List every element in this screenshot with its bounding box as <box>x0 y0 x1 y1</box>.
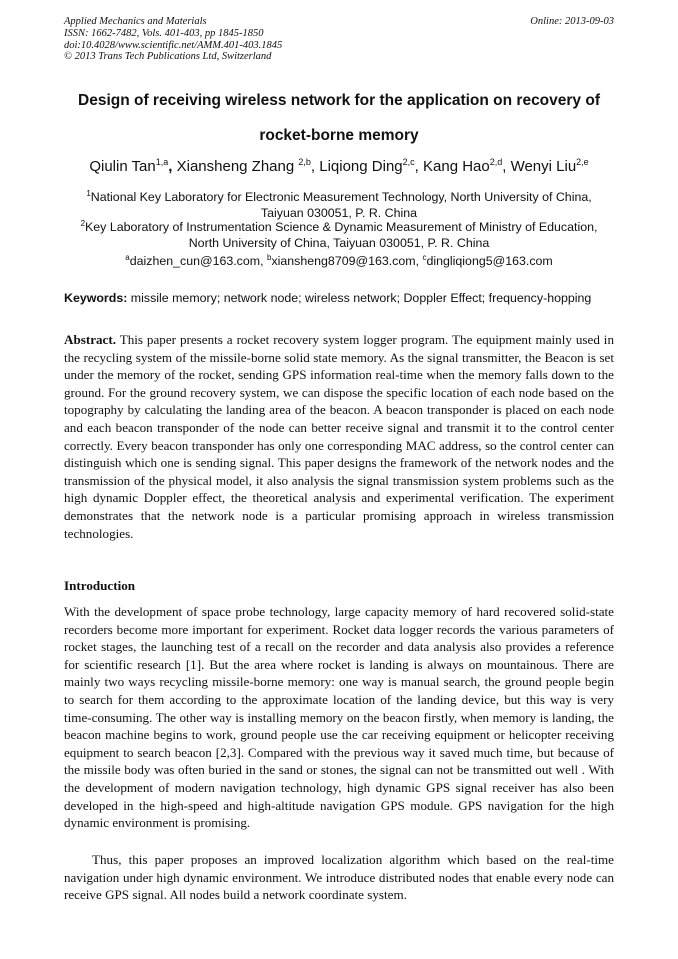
author-name: Wenyi Liu <box>510 158 577 175</box>
author-affiliation-mark: 2,b <box>298 157 311 167</box>
keywords <box>64 291 624 305</box>
keywords-label: Keywords: <box>64 291 128 305</box>
author-separator: , <box>502 158 511 175</box>
section-heading-introduction: Introduction <box>64 578 136 593</box>
affiliation-2-line-2: North University of China, Taiyuan 030051, P. R. China <box>188 235 490 250</box>
email-address: dingliqiong5@163.com <box>426 254 553 268</box>
journal-name: Applied Mechanics and Materials <box>64 16 207 27</box>
email-separator: , <box>415 254 423 268</box>
author-affiliation-mark: 1,a <box>155 157 169 167</box>
author-name: Xiansheng Zhang <box>176 158 299 175</box>
affiliation-2 <box>64 220 614 251</box>
email-mark: c <box>422 252 427 262</box>
introduction-paragraph-2: Thus, this paper proposes an improved localization algorithm which based on the real-time navigation under high dynamic environment. We introduce distributed nodes that enable every node can receive GPS signal. All nodes build a network coordinate system. <box>64 852 614 903</box>
keywords-text: missile memory; network node; wireless network; Doppler Effect; frequency-hopping <box>127 291 592 305</box>
author-separator: , <box>414 158 423 175</box>
abstract <box>64 331 614 542</box>
abstract-text: This paper presents a rocket recovery system logger program. The equipment mainly used in the recycling system of the missile-borne solid state memory. As the signal transmitter, the Beacon is set under the memory of the rocket, sending GPS information real-time when the memory falls down to the ground. For the ground recovery system, we can dispose the specific location of each node based on the topography by calculating the landing area of the beacon. A beacon transponder is placed on each node and each beacon transponder of the node can better receive signal and transmit it to the control center correctly. Every beacon transponder has only one corresponding MAC address, so the control center can distinguish which one is sending signal. This paper designs the framework of the network nodes and the transmission of the physical model, it also analysis the signal transmission system problems such as the high dynamic Doppler effect, the theoretical analysis and experimental verification. The experiment demonstrates that the network node is a particular promising approach in wireless transmission technologies. <box>64 332 614 541</box>
affiliation-1-line-2: Taiyuan 030051, P. R. China <box>260 205 418 220</box>
author-affiliation-mark: 2,c <box>402 157 415 167</box>
affiliation-2-line-1: Key Laboratory of Instrumentation Science & Dynamic Measurement of Ministry of Education, <box>85 220 598 234</box>
email-separator: , <box>260 254 267 268</box>
author-name: Liqiong Ding <box>319 158 403 175</box>
author-separator: , <box>168 158 177 175</box>
page-header <box>64 16 614 63</box>
author-name: Qiulin Tan <box>89 158 156 175</box>
email-address: daizhen_cun@163.com <box>129 254 261 268</box>
abstract-label: Abstract. <box>64 332 116 347</box>
author-name: Kang Hao <box>423 158 490 175</box>
affiliation-1 <box>64 190 614 221</box>
email-mark: a <box>125 252 130 262</box>
paper-title-line-1: Design of receiving wireless network for the application on recovery of <box>78 92 600 109</box>
email-mark: b <box>266 252 272 262</box>
author-list <box>44 158 634 175</box>
author-affiliation-mark: 2,d <box>489 157 503 167</box>
affiliation-1-line-1: National Key Laboratory for Electronic Measurement Technology, North University of China, <box>90 190 592 204</box>
copyright-line: © 2013 Trans Tech Publications Ltd, Switzerland <box>64 51 272 63</box>
author-affiliation-mark: 2,e <box>576 157 589 167</box>
online-date: Online: 2013-09-03 <box>530 16 614 27</box>
email-list <box>64 254 614 268</box>
paper-title-line-2: rocket-borne memory <box>259 127 419 144</box>
doi-line: doi:10.4028/www.scientific.net/AMM.401-403.1845 <box>64 39 283 51</box>
email-address: xiansheng8709@163.com <box>271 254 416 268</box>
issn-line: ISSN: 1662-7482, Vols. 401-403, pp 1845-1850 <box>64 27 264 39</box>
affiliation-mark: 2 <box>80 218 86 228</box>
affiliation-mark: 1 <box>86 188 91 198</box>
author-separator: , <box>310 158 320 175</box>
introduction-paragraph-1: With the development of space probe technology, large capacity memory of hard recovered solid-state recorders become more important for experiment. Rocket data logger records the various parameters of rocket stages, the launching test of a recall on the recorder and data analysis also provides a reference for scientific research [1]. But the area where rocket is landing is always on mountainous. There are mainly two ways recycling missile-borne memory: one way is manual search, the ground people begin to search for them according to the approximate location of the landing device, but this way is very time-consuming. The other way is installing memory on the beacon firstly, when memory is landing, the beacon machine begins to work, ground people use the car receiving equipment or helicopter receiving equipment to search beacon [2,3]. Compared with the previous way it saved much time, but because of the missile body was often buried in the sand or stones, the signal can not be transmitted out well . With the development of modern navigation technology, high dynamic GPS signal receiver has also been developed in the high-speed and high-altitude navigation GPS module. GPS navigation for the high dynamic environment is promising. <box>64 604 614 831</box>
